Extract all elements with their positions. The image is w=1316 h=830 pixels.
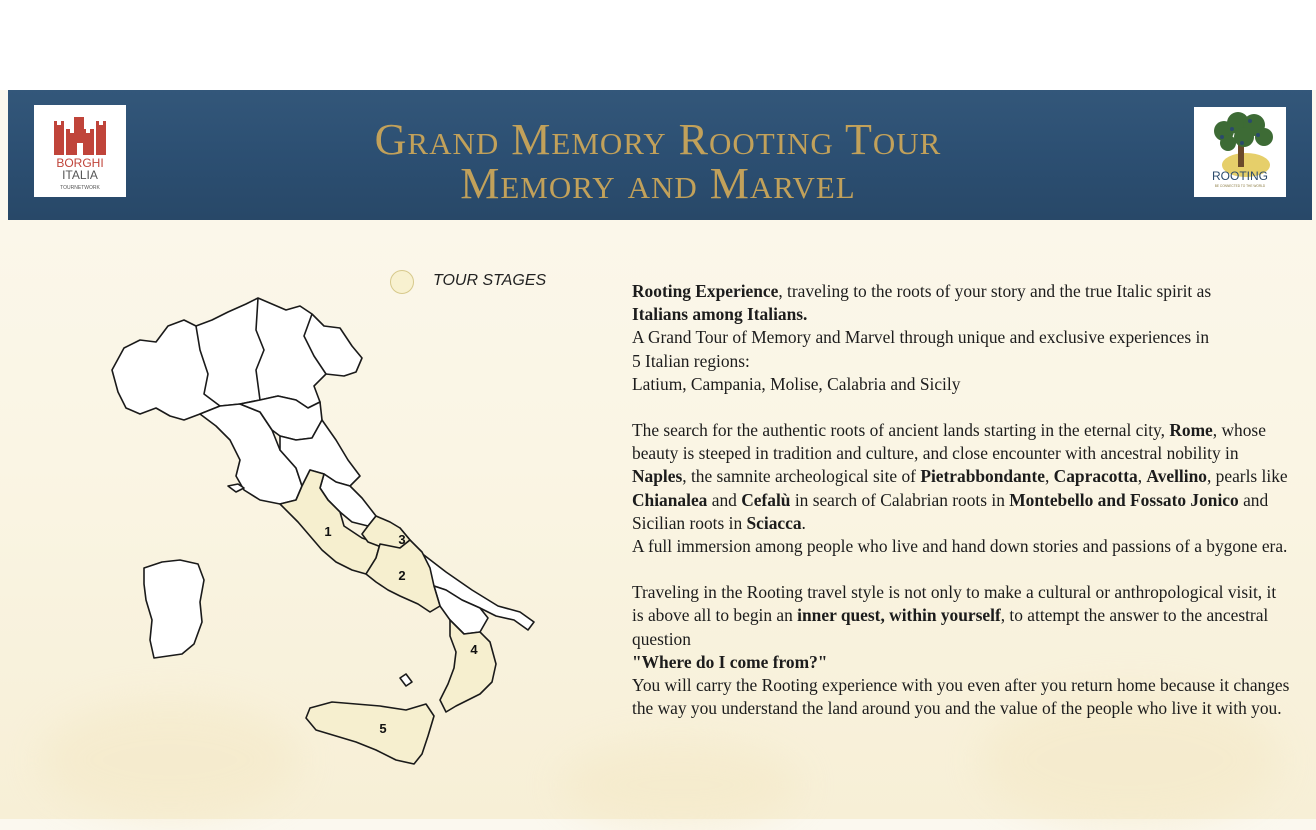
style-question: "Where do I come from?": [632, 651, 828, 672]
tour-stage-legend-label: TOUR STAGES: [433, 272, 547, 289]
style-paragraph: [632, 581, 1292, 720]
search-text-3: , the samnite archeological site of: [682, 466, 921, 487]
style-text-2: , to attempt the answer to the ancestral question: [632, 605, 1269, 649]
search-text-7: and: [707, 489, 742, 510]
search-text-6: , pearls like: [1206, 466, 1288, 487]
stage-label-2: 2: [398, 568, 406, 583]
map-small-island: [400, 674, 412, 686]
search-bold-rome: Rome: [1169, 420, 1213, 441]
borghi-italia-logo: [34, 105, 126, 197]
intro-line-3: 5 Italian regions:: [632, 350, 750, 371]
search-bold-naples: Naples: [632, 466, 683, 487]
stage-label-4: 4: [470, 642, 478, 657]
intro-paragraph: [632, 280, 1292, 396]
search-line-2: A full immersion among people who live and hand down stories and passions of a bygone era.: [632, 536, 1288, 557]
rooting-logo-tagline: BE CONNECTED TO THE WORLD: [1214, 184, 1266, 188]
search-text-8: in search of Calabrian roots in: [790, 489, 1010, 510]
title-line-1: Grand Memory Rooting Tour: [374, 115, 942, 164]
rooting-logo-name: ROOTING: [1212, 169, 1268, 183]
tree-icon: [1194, 107, 1286, 197]
intro-bold-2: Italians among Italians.: [632, 304, 808, 325]
search-text-2: , whose beauty is steeped in tradition and culture, and close encounter with ancestral nobility in: [632, 420, 1266, 464]
search-bold-chianalea: Chianalea: [632, 489, 708, 510]
search-paragraph: [632, 419, 1292, 558]
search-text-5: ,: [1137, 466, 1147, 487]
style-text-1: Traveling in the Rooting travel style is not only to make a cultural or anthropological visit, it is above all to begin an: [632, 582, 1277, 626]
search-text-9: and Sicilian roots in: [632, 489, 1269, 533]
intro-line-2: A Grand Tour of Memory and Marvel through unique and exclusive experiences in: [632, 327, 1210, 348]
stage-label-3: 3: [398, 532, 406, 547]
search-bold-pietrabbondante: Pietrabbondante: [920, 466, 1045, 487]
title-line-2: Memory and Marvel: [460, 159, 856, 208]
search-text-4: ,: [1044, 466, 1054, 487]
intro-text-1: , traveling to the roots of your story and the true Italic spirit as: [778, 281, 1212, 301]
logo-line2: ITALIA: [62, 168, 98, 182]
stage-label-5: 5: [379, 721, 387, 736]
header-banner: [8, 90, 1312, 220]
search-bold-montebello: Montebello and Fossato Jonico: [1009, 489, 1239, 510]
style-bold-inner-quest: inner quest, within yourself: [797, 605, 1001, 626]
logo-line3: TOURNETWORK: [60, 185, 100, 191]
style-line-2: You will carry the Rooting experience with you even after you return home because it changes the way you understand the land around you and the value of the people who live it with you.: [632, 675, 1290, 719]
map-north: [112, 298, 362, 420]
stage-label-1: 1: [324, 524, 332, 539]
search-bold-capracotta: Capracotta: [1053, 466, 1138, 487]
search-bold-avellino: Avellino: [1146, 466, 1207, 487]
map-stage-sicily: [306, 702, 434, 764]
castle-icon: [34, 105, 126, 197]
map-stage-calabria: [440, 620, 496, 712]
intro-bold-1: Rooting Experience: [632, 281, 779, 301]
search-bold-sciacca: Sciacca: [746, 512, 802, 533]
search-text-1: The search for the authentic roots of ancient lands starting in the eternal city,: [632, 420, 1170, 441]
rooting-logo: [1194, 107, 1286, 197]
search-bold-cefalu: Cefalù: [741, 489, 791, 510]
search-text-10: .: [801, 512, 806, 533]
map-sardinia: [144, 560, 204, 658]
body-text: [632, 280, 1292, 720]
top-margin: [0, 0, 1316, 90]
italy-map: [100, 290, 570, 770]
logo-line1: BORGHI: [56, 156, 104, 170]
intro-line-4: Latium, Campania, Molise, Calabria and Sicily: [632, 373, 961, 394]
